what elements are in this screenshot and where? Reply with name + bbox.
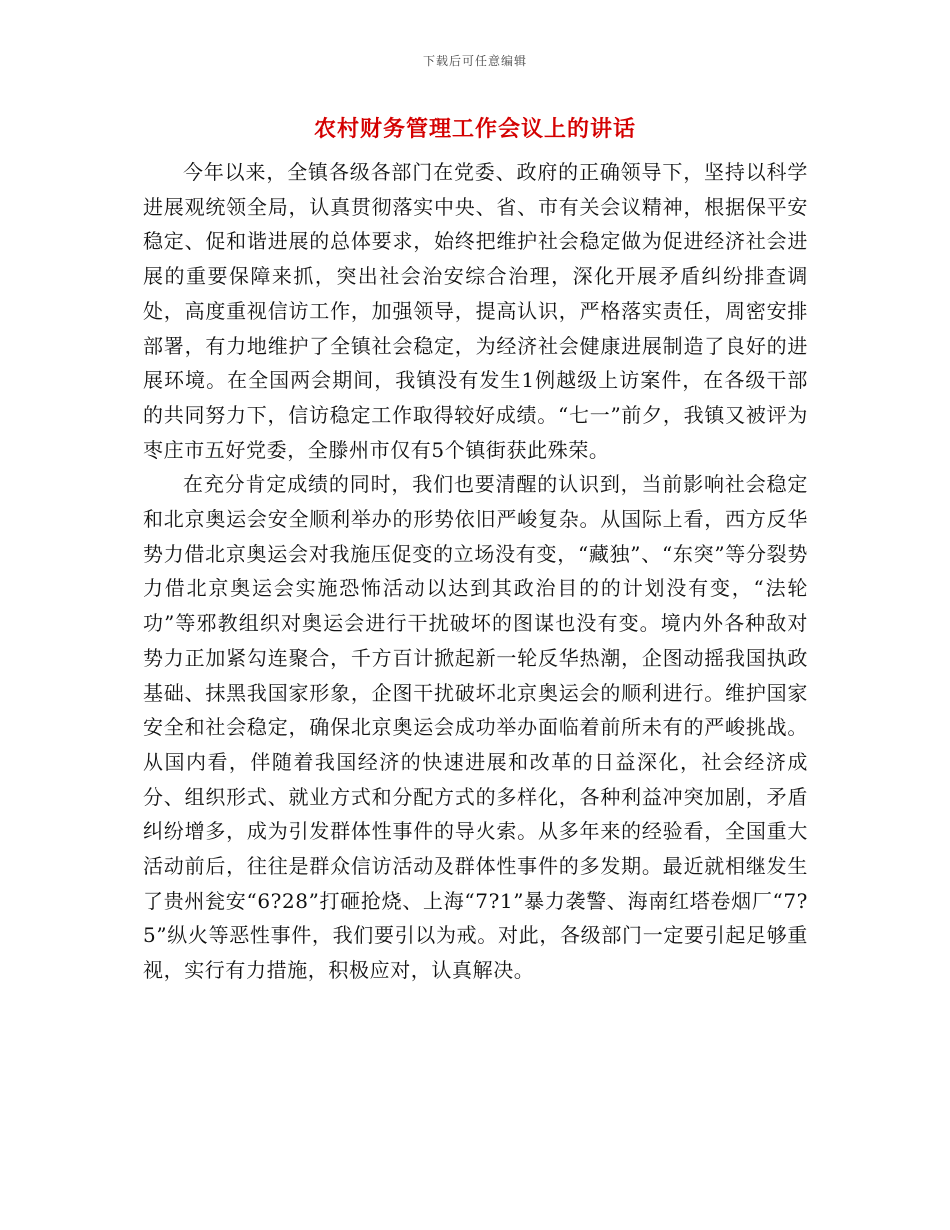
paragraph-2: 在充分肯定成绩的同时，我们也要清醒的认识到，当前影响社会稳定和北京奥运会安全顺利举办的形势依旧严峻复杂。从国际上看，西方反华势力借北京奥运会对我施压促变的立场没有变，“藏独”、“东突”等分裂势力借北京奥运会实施恐怖活动以达到其政治目的的计划没有变，“法轮功”等邪教组织对奥运会进行干扰破坏的图谋也没有变。境内外各种敌对势力正加紧勾连聚合，千方百计掀起新一轮反华热潮，企图动摇我国执政基础、抹黑我国家形象，企图干扰破坏北京奥运会的顺利进行。维护国家安全和社会稳定，确保北京奥运会成功举办面临着前所未有的严峻挑战。从国内看，伴随着我国经济的快速进展和改革的日益深化，社会经济成分、组织形式、就业方式和分配方式的多样化，各种利益冲突加剧，矛盾纠纷增多，成为引发群体性事件的导火索。从多年来的经验看，全国重大活动前后，往往是群众信访活动及群体性事件的多发期。最近就相继发生了贵州瓮安“6?28”打砸抢烧、上海“7?1”暴力袭警、海南红塔卷烟厂“7?5”纵火等恶性事件，我们要引以为戒。对此，各级部门一定要引起足够重视，实行有力措施，积极应对，认真解决。 [143, 472, 808, 983]
page-header: 下载后可任意编辑 [422, 54, 527, 68]
document-title: 农村财务管理工作会议上的讲话 [313, 117, 636, 142]
document-body [143, 155, 808, 988]
paragraph-1: 今年以来，全镇各级各部门在党委、政府的正确领导下，坚持以科学进展观统领全局，认真贯彻落实中央、省、市有关会议精神，根据保平安稳定、促和谐进展的总体要求，始终把维护社会稳定做为促进经济社会进展的重要保障来抓，突出社会治安综合治理，深化开展矛盾纠纷排查调处，高度重视信访工作，加强领导，提高认识，严格落实责任，周密安排部署，有力地维护了全镇社会稳定，为经济社会健康进展制造了良好的进展环境。在全国两会期间，我镇没有发生1例越级上访案件，在各级干部的共同努力下，信访稳定工作取得较好成绩。“七一”前夕，我镇又被评为枣庄市五好党委，全滕州市仅有5个镇街获此殊荣。 [143, 160, 808, 462]
